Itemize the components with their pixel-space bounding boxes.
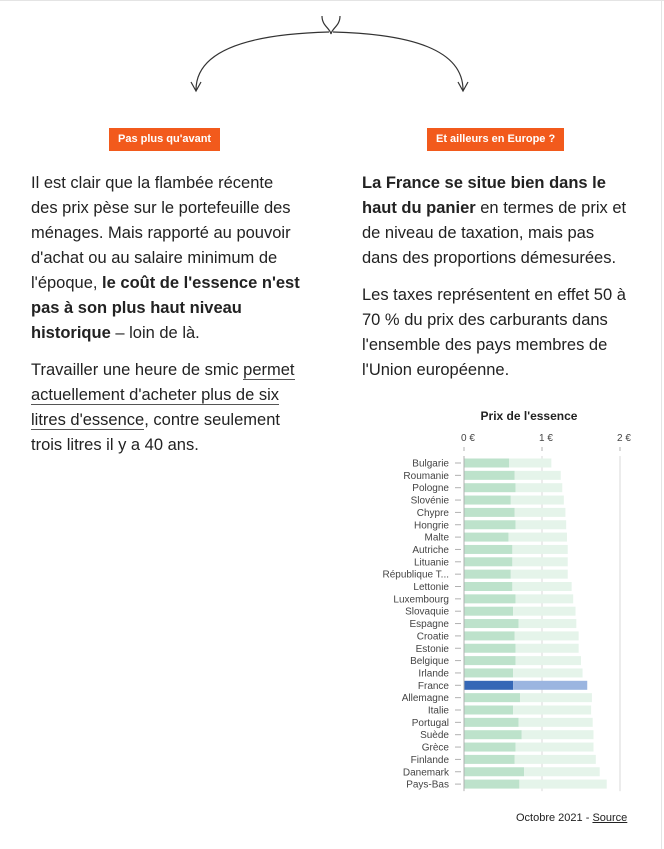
category-label-france: France: [417, 680, 449, 692]
right-p1-bold: La France se situe bien dans le haut du panier: [362, 174, 606, 217]
left-p1-bold: le coût de l'essence n'est pas à son plus haut niveau historique: [31, 274, 300, 342]
bar-rest-r-publique-t: [511, 570, 568, 579]
bar-rest-italie: [513, 706, 591, 715]
x-tick-label-1: 1 €: [539, 433, 553, 444]
bar-rest-gr-ce: [515, 743, 593, 752]
tag-pas-plus-qu-avant: Pas plus qu'avant: [109, 128, 220, 151]
bar-taxes-croatie: [464, 631, 515, 640]
bar-rest-slovaquie: [513, 607, 575, 616]
right-paragraph-2: Les taxes représentent en effet 50 à 70 % du prix des carburants dans l'ensemble des pays membres de l'Union européenne.: [362, 286, 626, 379]
left-p2-end: , contre seulement trois litres il y a 40 ans.: [31, 411, 280, 454]
smic-essence-link[interactable]: permet actuellement d'acheter plus de six litres d'essence: [31, 361, 295, 429]
bar-rest-chypre: [515, 508, 566, 517]
category-label-allemagne: Allemagne: [401, 693, 449, 705]
brace-arrow-left: [196, 32, 329, 90]
bar-rest-pologne: [515, 483, 562, 492]
right-column-text: [362, 171, 632, 395]
bar-taxes-slov-nie: [464, 496, 511, 505]
bar-taxes-bulgarie: [464, 459, 509, 468]
category-label-espagne: Espagne: [409, 619, 449, 631]
chart-footer: [516, 812, 627, 824]
bar-taxes-france: [464, 681, 513, 690]
category-label-pologne: Pologne: [412, 483, 449, 495]
category-label-su-de: Suède: [420, 730, 449, 742]
bar-rest-autriche: [512, 545, 567, 554]
left-p2-text: Travailler une heure de smic: [31, 361, 244, 379]
category-label-belgique: Belgique: [410, 656, 449, 668]
category-label-croatie: Croatie: [416, 631, 449, 643]
category-label-luxembourg: Luxembourg: [393, 594, 449, 606]
brace-arrow-right: [333, 32, 463, 90]
x-tick-label-2: 2 €: [617, 433, 631, 444]
bar-rest-portugal: [519, 718, 593, 727]
bar-rest-bulgarie: [509, 459, 551, 468]
category-label-slovaquie: Slovaquie: [405, 606, 449, 618]
bar-taxes-lettonie: [464, 582, 512, 591]
bar-rest-croatie: [515, 631, 579, 640]
bar-rest-danemark: [524, 767, 600, 776]
bar-taxes-allemagne: [464, 693, 520, 702]
bar-taxes-danemark: [464, 767, 524, 776]
right-p1-text: en termes de prix et de niveau de taxation, mais pas dans des proportions démesurées.: [362, 199, 627, 267]
bar-taxes-su-de: [464, 730, 522, 739]
category-label-malte: Malte: [424, 532, 449, 544]
bar-taxes-malte: [464, 533, 508, 542]
category-label-slov-nie: Slovénie: [410, 495, 449, 507]
tag-et-ailleurs-en-europe: Et ailleurs en Europe ?: [427, 128, 564, 151]
bar-taxes-belgique: [464, 656, 515, 665]
bar-taxes-autriche: [464, 545, 512, 554]
bar-taxes-pays-bas: [464, 780, 519, 789]
source-link[interactable]: Source: [592, 812, 628, 824]
x-tick-label-0: 0 €: [461, 433, 475, 444]
bar-taxes-roumanie: [464, 471, 515, 480]
bar-taxes-gr-ce: [464, 743, 515, 752]
bar-rest-lituanie: [512, 557, 567, 566]
bar-taxes-espagne: [464, 619, 519, 628]
bar-rest-roumanie: [515, 471, 561, 480]
bar-taxes-finlande: [464, 755, 515, 764]
bar-rest-luxembourg: [515, 594, 573, 603]
bar-taxes-slovaquie: [464, 607, 513, 616]
bar-rest-pays-bas: [519, 780, 606, 789]
bar-taxes-irlande: [464, 668, 513, 677]
category-label-italie: Italie: [427, 705, 449, 717]
bar-taxes-r-publique-t: [464, 570, 511, 579]
brace-curve: [322, 16, 340, 34]
bar-taxes-hongrie: [464, 520, 515, 529]
bar-taxes-estonie: [464, 644, 515, 653]
left-p1-end: – loin de là.: [110, 324, 200, 342]
bar-taxes-chypre: [464, 508, 515, 517]
category-label-danemark: Danemark: [402, 767, 449, 779]
bar-rest-hongrie: [515, 520, 566, 529]
bar-rest-su-de: [522, 730, 594, 739]
bar-rest-irlande: [513, 668, 582, 677]
bar-rest-lettonie: [512, 582, 571, 591]
category-label-estonie: Estonie: [415, 643, 449, 655]
category-label-lettonie: Lettonie: [413, 582, 449, 593]
category-label-finlande: Finlande: [410, 754, 449, 766]
category-label-bulgarie: Bulgarie: [412, 458, 449, 470]
category-label-portugal: Portugal: [411, 717, 449, 729]
category-label-roumanie: Roumanie: [403, 470, 449, 482]
left-p1-text: Il est clair que la flambée récente des prix pèse sur le portefeuille des ménages. Mais rapporté au pouvoir d'achat ou au salaire minimum de l'époque,: [31, 174, 291, 292]
bar-rest-belgique: [515, 656, 581, 665]
bar-taxes-pologne: [464, 483, 515, 492]
category-label-r-publique-t: République T...: [382, 569, 449, 581]
bar-taxes-lituanie: [464, 557, 512, 566]
bar-rest-malte: [508, 533, 566, 542]
bar-rest-slov-nie: [511, 496, 564, 505]
bar-rest-espagne: [519, 619, 577, 628]
bar-rest-estonie: [515, 644, 578, 653]
bar-rest-finlande: [515, 755, 596, 764]
branch-brace-arrows: [0, 0, 664, 130]
bar-taxes-luxembourg: [464, 594, 515, 603]
category-label-irlande: Irlande: [418, 668, 449, 680]
bar-taxes-italie: [464, 706, 513, 715]
bar-rest-allemagne: [520, 693, 592, 702]
category-label-pays-bas: Pays-Bas: [406, 779, 449, 791]
category-label-autriche: Autriche: [412, 544, 449, 556]
footer-date: Octobre 2021 -: [516, 812, 593, 824]
right-paragraph-1: [362, 171, 632, 271]
category-label-lituanie: Lituanie: [413, 557, 449, 569]
category-label-chypre: Chypre: [416, 507, 449, 519]
bar-rest-france: [513, 681, 587, 690]
left-column-text: [31, 171, 301, 470]
category-label-hongrie: Hongrie: [413, 520, 449, 532]
bar-taxes-portugal: [464, 718, 519, 727]
chart-title: Prix de l'essence: [480, 409, 578, 423]
left-paragraph-2: [31, 358, 301, 458]
category-label-gr-ce: Grèce: [421, 742, 449, 754]
left-paragraph-1: [31, 171, 301, 346]
